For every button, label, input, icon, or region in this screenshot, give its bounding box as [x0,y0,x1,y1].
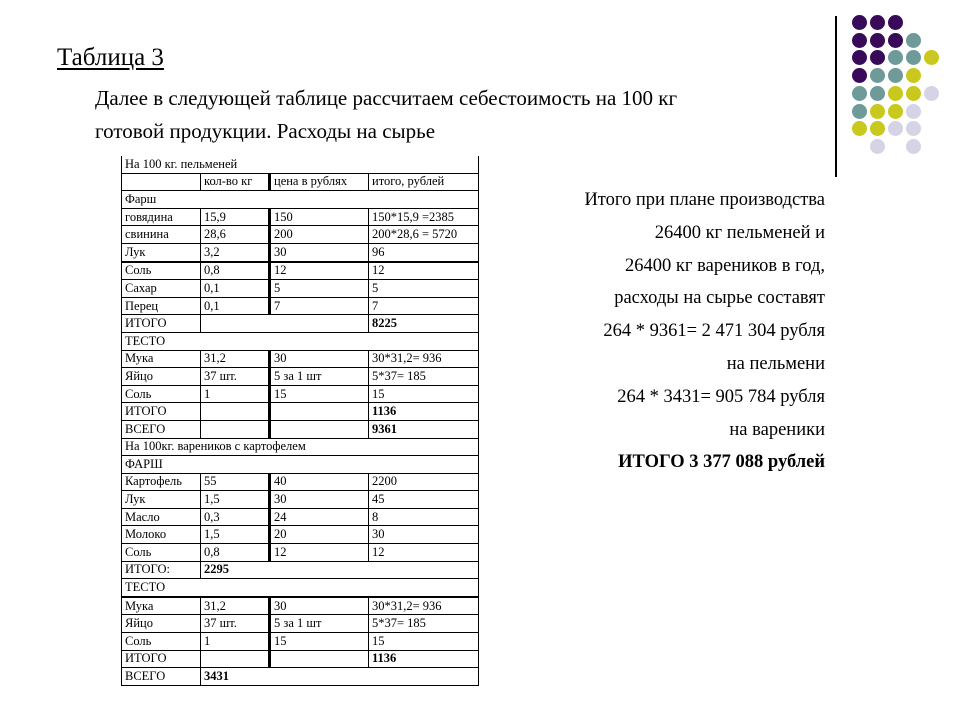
table-cell: 0,3 [201,508,270,526]
decorative-dot [870,86,885,101]
decorative-dot [870,33,885,48]
table-cell: Мука [122,597,201,615]
table-cell: 8225 [369,315,479,333]
table-cell: 15 [270,385,369,403]
decorative-dot [924,86,939,101]
summary-line: 264 * 3431= 905 784 рубля [617,386,825,407]
decorative-dot [852,68,867,83]
table-cell: свинина [122,226,201,244]
table-cell: кол-во кг [201,173,270,191]
decorative-dot [906,86,921,101]
slide-title: Таблица 3 [57,44,164,71]
decorative-dot [852,15,867,30]
decorative-dot [852,86,867,101]
decorative-dot [852,50,867,65]
table-cell: 30 [270,243,369,261]
table-row [122,615,479,633]
table-row [122,226,479,244]
table-cell: 28,6 [201,226,270,244]
table-cell: 30 [270,350,369,368]
decorative-dot [870,121,885,136]
table-cell: 15 [369,633,479,651]
table-row [122,668,479,686]
table-cell: 12 [369,544,479,562]
decorative-dot [870,139,885,154]
table-cell: 1136 [369,650,479,668]
table-row [122,368,479,386]
summary-line: Итого при плане производства [584,190,825,210]
table-cell: Сахар [122,280,201,298]
table-cell: 37 шт. [201,615,270,633]
table-cell: ВСЕГО [122,668,201,686]
table-cell: 55 [201,473,270,491]
table-cell: 1 [201,385,270,403]
decorative-dot [906,68,921,83]
table-row [122,208,479,226]
table-cell: 200*28,6 = 5720 [369,226,479,244]
table-cell: ИТОГО [122,315,201,333]
table-row [122,633,479,651]
decorative-dot [870,50,885,65]
table-row [122,579,479,597]
table-cell: 30 [270,491,369,509]
table-cell: Лук [122,243,201,261]
table-cell [270,403,369,421]
table-cell [270,420,369,438]
table-cell: 12 [270,262,369,280]
decorative-dot [888,68,903,83]
summary-text [505,184,825,479]
table-cell: 30 [369,526,479,544]
table-cell: ТЕСТО [122,332,479,350]
table-cell: 24 [270,508,369,526]
table-cell: 1 [201,633,270,651]
table-row [122,420,479,438]
table-row [122,262,479,280]
table-cell: 8 [369,508,479,526]
decorative-dot [888,86,903,101]
table-row [122,332,479,350]
table-cell [201,420,270,438]
decorative-dot [906,50,921,65]
decorative-dot [852,33,867,48]
intro-line: Далее в следующей таблице рассчитаем себестоимость на 100 кг [95,86,678,110]
table-row [122,491,479,509]
table-row [122,403,479,421]
table-cell: Перец [122,297,201,315]
decorative-dot [906,121,921,136]
table-cell: Масло [122,508,201,526]
table-cell: 30 [270,597,369,615]
table-cell: 3,2 [201,243,270,261]
table-cell: 30*31,2= 936 [369,597,479,615]
table-row [122,456,479,474]
table-cell: 15,9 [201,208,270,226]
decorative-divider [835,16,837,177]
decorative-dot [870,68,885,83]
decorative-dot [888,121,903,136]
table-cell: 15 [270,633,369,651]
decorative-dot [852,104,867,119]
table-cell: ФАРШ [122,456,479,474]
table-cell: 5 [369,280,479,298]
table-cell [122,173,201,191]
table-cell: 200 [270,226,369,244]
table-cell: Соль [122,633,201,651]
table-cell: 40 [270,473,369,491]
table-row [122,438,479,456]
decorative-dot [906,139,921,154]
table-cell: 2295 [201,561,479,579]
table-cell: 5 за 1 шт [270,368,369,386]
table-cell [201,650,270,668]
table-cell [201,403,270,421]
table-cell [270,650,369,668]
table-row [122,243,479,261]
table-row [122,473,479,491]
table-cell: итого, рублей [369,173,479,191]
summary-total: ИТОГО 3 377 088 рублей [618,452,825,473]
table-cell: 2200 [369,473,479,491]
table-cell: ИТОГО: [122,561,201,579]
decorative-dot [870,104,885,119]
table-cell [201,315,369,333]
decorative-dot [924,50,939,65]
table-row [122,315,479,333]
table-cell: ИТОГО [122,403,201,421]
decorative-dot [888,50,903,65]
table-row [122,297,479,315]
decorative-dot [906,104,921,119]
table-row [122,526,479,544]
table-cell: цена в рублях [270,173,369,191]
table-cell: 5 [270,280,369,298]
table-row [122,508,479,526]
table-cell: ТЕСТО [122,579,479,597]
table-row [122,350,479,368]
decorative-dot [888,15,903,30]
decorative-dot [888,33,903,48]
table-cell: Соль [122,262,201,280]
table-cell: 3431 [201,668,479,686]
table-cell: 0,1 [201,297,270,315]
table-row [122,173,479,191]
table-row [122,156,479,173]
table-cell: говядина [122,208,201,226]
table-cell: На 100 кг. пельменей [122,156,479,173]
table-row [122,544,479,562]
table-cell: ИТОГО [122,650,201,668]
table-cell: 150*15,9 =2385 [369,208,479,226]
decorative-dot [870,15,885,30]
cost-table [121,156,479,686]
table-cell: 45 [369,491,479,509]
table-cell: 7 [369,297,479,315]
table-cell: 12 [270,544,369,562]
table-cell: Соль [122,385,201,403]
table-cell: Молоко [122,526,201,544]
intro-line: готовой продукции. Расходы на сырье [95,119,436,143]
table-cell: Яйцо [122,368,201,386]
table-row [122,280,479,298]
table-cell: 96 [369,243,479,261]
table-cell: 0,1 [201,280,270,298]
table-row [122,650,479,668]
table-cell: 31,2 [201,597,270,615]
summary-line: расходы на сырье составят [614,288,825,309]
summary-line: на вареники [729,419,825,440]
table-cell: 20 [270,526,369,544]
table-row [122,191,479,209]
table-cell: На 100кг. вареников с картофелем [122,438,479,456]
decorative-dot [852,121,867,136]
table-row [122,385,479,403]
decorative-dot [888,104,903,119]
table-cell: 1136 [369,403,479,421]
table-cell: 1,5 [201,491,270,509]
table-cell: 7 [270,297,369,315]
table-cell: Лук [122,491,201,509]
table-row [122,597,479,615]
table-cell: 5*37= 185 [369,368,479,386]
table-cell: 5*37= 185 [369,615,479,633]
table-cell: Яйцо [122,615,201,633]
table-cell: 31,2 [201,350,270,368]
decorative-dot [906,33,921,48]
table-cell: Картофель [122,473,201,491]
intro-text [95,82,677,148]
table-cell: 1,5 [201,526,270,544]
table-cell: 30*31,2= 936 [369,350,479,368]
table-cell: 150 [270,208,369,226]
table-cell: 0,8 [201,262,270,280]
table-row [122,561,479,579]
table-cell: 0,8 [201,544,270,562]
table-cell: Фарш [122,191,479,209]
table-cell: 12 [369,262,479,280]
table-cell: ВСЕГО [122,420,201,438]
summary-line: 26400 кг пельменей и [654,222,825,243]
table-cell: 37 шт. [201,368,270,386]
table-cell: 5 за 1 шт [270,615,369,633]
summary-line: 26400 кг вареников в год, [625,255,825,276]
table-cell: 15 [369,385,479,403]
table-cell: 9361 [369,420,479,438]
summary-line: на пельмени [726,353,825,374]
summary-line: 264 * 9361= 2 471 304 рубля [603,321,825,342]
table-cell: Мука [122,350,201,368]
table-cell: Соль [122,544,201,562]
